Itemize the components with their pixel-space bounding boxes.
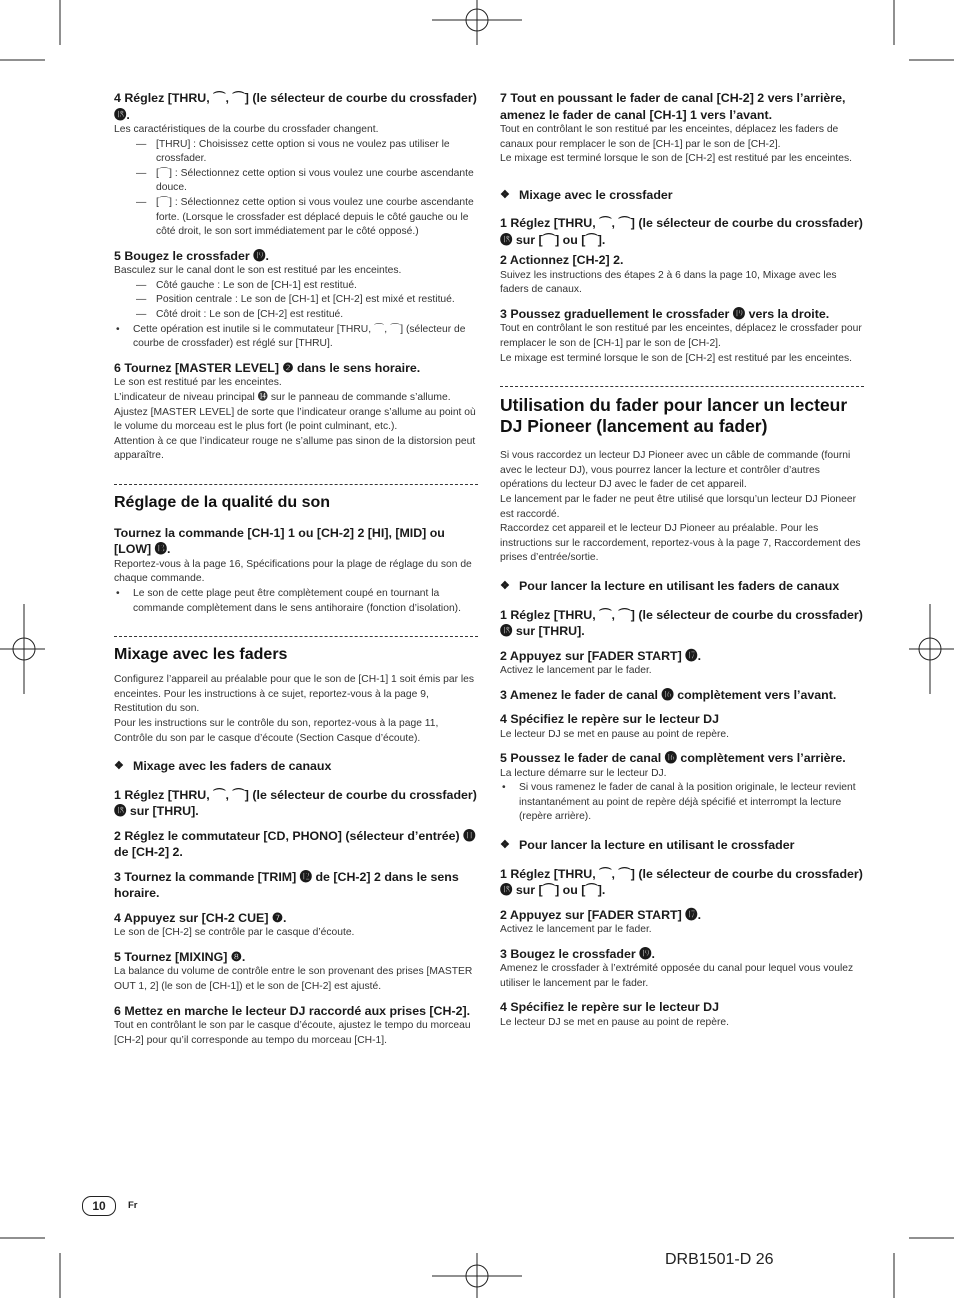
paragraph: Tout en contrôlant le son restitué par les enceintes, déplacez le crossfader pour remplacer le son de [CH-1] par le son de [CH-2]. — [500, 323, 862, 350]
paragraph: Tout en contrôlant le son restitué par les enceintes, déplacez les faders de canaux pour remplacer le son de [CH-1] par le son de [CH-2]. — [500, 124, 839, 150]
subsection-title: ❖ Pour lancer la lecture en utilisant les faders de canaux — [500, 578, 864, 595]
step-heading: 1 Réglez [THRU, ⌒, ⌒] (le sélecteur de courbe du crossfader) ⓲ sur [THRU]. — [500, 607, 863, 638]
paragraph: Configurez l’appareil au préalable pour que le son de [CH-1] 1 soit émis par les enceintes. Pour les instructions à ce sujet, reportez-vous à la page 9, Restitution du son. — [114, 674, 475, 715]
dash-item: — Position centrale : Le son de [CH-1] et [CH-2] est mixé et restitué. — [114, 293, 478, 308]
section-title: Mixage avec les faders — [114, 646, 288, 664]
paragraph: Reportez-vous à la page 16, Spécifications pour la plage de réglage du son de chaque commande. — [114, 558, 472, 585]
dash-item: — Côté droit : Le son de [CH-2] est restitué. — [114, 308, 478, 323]
paragraph: Le lancement par le fader ne peut être utilisé que lorsqu’un lecteur DJ Pioneer est raccordé. — [500, 494, 857, 520]
step-heading: Tournez la commande [CH-1] 1 ou [CH-2] 2 [HI], [MID] ou [LOW] ⓭. — [114, 525, 445, 557]
paragraph: Pour les instructions sur le contrôle du son, reportez-vous à la page 11, Contrôle du son par le casque d’écoute (Section Casque d’écoute). — [114, 718, 439, 744]
subsection-title: ❖ Mixage avec le crossfader — [500, 187, 864, 204]
step-heading: 5 Tournez [MIXING] ❽. — [114, 949, 246, 964]
step-4-heading: 4 Réglez [THRU, ⌒, ⌒] (le sélecteur de courbe du crossfader) ⓲. — [114, 91, 477, 122]
step-heading: 2 Appuyez sur [FADER START] ⓱. — [500, 907, 702, 922]
step-heading: 3 Bougez le crossfader ⓳. — [500, 946, 655, 961]
paragraph: Attention à ce que l’indicateur rouge ne s’allume pas sinon de la distorsion peut apparaître. — [114, 435, 476, 462]
step-heading: 3 Amenez le fader de canal ⓰ complètement vers l’avant. — [500, 687, 837, 702]
paragraph: Le son de [CH-2] se contrôle par le casque d’écoute. — [114, 927, 355, 939]
subsection-title: ❖ Pour lancer la lecture en utilisant le crossfader — [500, 837, 864, 854]
paragraph: La balance du volume de contrôle entre le son provenant des prises [MASTER OUT 1, 2] (le son de [CH-1]) et le son de [CH-2] est ajusté. — [114, 966, 473, 992]
paragraph: Ajustez [MASTER LEVEL] de sorte que l’indicateur orange s’allume au point où le volume du morceau est le plus fort (le point culminant, etc.). — [114, 406, 476, 433]
step-5-heading: 5 Bougez le crossfader ⓳. — [114, 248, 269, 263]
paragraph: Le lecteur DJ se met en pause au point de repère. — [500, 1016, 729, 1028]
dash-item: — [⌒] : Sélectionnez cette option si vous voulez une courbe ascendante douce. — [114, 167, 478, 196]
dash-item: — [⌒] : Sélectionnez cette option si vous voulez une courbe ascendante forte. (Lorsque le crossfader est déplacé depuis le côté gauche ou le côté droit, le son sort immédiatement par le côté opposé.) — [114, 196, 478, 240]
step-heading: 2 Actionnez [CH-2] 2. — [500, 253, 624, 268]
step-heading: 4 Spécifiez le repère sur le lecteur DJ — [500, 712, 720, 727]
step-heading: 5 Poussez le fader de canal ⓰ complètement vers l’arrière. — [500, 751, 846, 766]
step-heading: 1 Réglez [THRU, ⌒, ⌒] (le sélecteur de courbe du crossfader) ⓲ sur [⌒] ou [⌒]. — [500, 216, 863, 247]
paragraph: L’indicateur de niveau principal ⓮ sur le panneau de commande s’allume. — [114, 391, 451, 403]
step-heading: 4 Spécifiez le repère sur le lecteur DJ — [500, 1000, 720, 1015]
language-label: Fr — [128, 1200, 138, 1211]
subsection-title: ❖ Mixage avec les faders de canaux — [114, 758, 478, 775]
step-heading: 3 Tournez la commande [TRIM] ⓬ de [CH-2] 2 dans le sens horaire. — [114, 869, 459, 901]
paragraph: Le mixage est terminé lorsque le son de [CH-2] est restitué par les enceintes. — [500, 352, 852, 364]
section-title: Utilisation du fader pour lancer un lecteur DJ Pioneer (lancement au fader) — [500, 395, 848, 437]
step-heading: 2 Réglez le commutateur [CD, PHONO] (sélecteur d’entrée) ⓫ de [CH-2] 2. — [114, 828, 476, 860]
document-id: DRB1501-D 26 — [665, 1251, 774, 1268]
section-title: Réglage de la qualité du son — [114, 493, 331, 511]
step-heading: 2 Appuyez sur [FADER START] ⓱. — [500, 648, 702, 663]
step-heading: 6 Mettez en marche le lecteur DJ raccordé aux prises [CH-2]. — [114, 1003, 471, 1018]
paragraph: Activez le lancement par le fader. — [500, 665, 652, 676]
dash-item: — [THRU] : Choisissez cette option si vous ne voulez pas utiliser le crossfader. — [114, 138, 478, 167]
paragraph: Raccordez cet appareil et le lecteur DJ Pioneer au préalable. Pour les instructions sur le raccordement, reportez-vous à la page 7, Raccordement des prises d’entrée/sortie. — [500, 523, 861, 564]
bullet-item: • Cette opération est inutile si le commutateur [THRU, ⌒, ⌒] (sélecteur de courbe de crossfader) est réglé sur [THRU]. — [114, 323, 478, 352]
step-heading: 4 Appuyez sur [CH-2 CUE] ❼. — [114, 910, 287, 925]
paragraph: Le lecteur DJ se met en pause au point de repère. — [500, 728, 729, 740]
paragraph: Le mixage est terminé lorsque le son de [CH-2] est restitué par les enceintes. — [500, 153, 852, 165]
page-number: 10 — [82, 1196, 116, 1216]
paragraph: Amenez le crossfader à l’extrémité opposée du canal pour lequel vous voulez utiliser le lancement par le fader. — [500, 963, 854, 989]
step-7-heading: 7 Tout en poussant le fader de canal [CH-2] 2 vers l’arrière, amenez le fader de canal [CH-1] 1 vers l’avant. — [500, 91, 846, 122]
dash-item: — Côté gauche : Le son de [CH-1] est restitué. — [114, 279, 478, 294]
step-5-text: Basculez sur le canal dont le son est restitué par les enceintes. — [114, 265, 402, 277]
step-6-heading: 6 Tournez [MASTER LEVEL] ❷ dans le sens horaire. — [114, 360, 421, 375]
paragraph: Le son est restitué par les enceintes. — [114, 377, 282, 389]
step-heading: 1 Réglez [THRU, ⌒, ⌒] (le sélecteur de courbe du crossfader) ⓲ sur [⌒] ou [⌒]. — [500, 866, 863, 898]
paragraph: Activez le lancement par le fader. — [500, 924, 652, 936]
bullet-item: • Le son de cette plage peut être complètement coupé en tournant la commande complètement dans le sens antihoraire (fonction d’isolation). — [114, 587, 478, 616]
step-4-text: Les caractéristiques de la courbe du crossfader changent. — [114, 124, 379, 135]
paragraph: Tout en contrôlant le son par le casque d’écoute, ajustez le tempo du morceau [CH-2] pour qu’il corresponde au tempo du morceau [CH-1]. — [114, 1020, 471, 1046]
left-column — [114, 90, 478, 1048]
paragraph: Si vous raccordez un lecteur DJ Pioneer avec un câble de commande (fourni avec le lecteur DJ), vous pourrez lancer la lecture et contrôler d’autres opérations du lecteur DJ avec le fader de cet appareil. — [500, 450, 851, 491]
paragraph: Suivez les instructions des étapes 2 à 6 dans la page 10, Mixage avec les faders de canaux. — [500, 269, 837, 296]
paragraph: La lecture démarre sur le lecteur DJ. — [500, 767, 667, 779]
step-heading: 1 Réglez [THRU, ⌒, ⌒] (le sélecteur de courbe du crossfader) ⓲ sur [THRU]. — [114, 787, 477, 819]
bullet-item: • Si vous ramenez le fader de canal à la position originale, le lecteur revient instantanément au point de repère déjà spécifié et interrompt la lecture (repère arrière). — [500, 781, 864, 825]
step-heading: 3 Poussez graduellement le crossfader ⓳ vers la droite. — [500, 306, 830, 321]
right-column — [500, 90, 864, 1030]
